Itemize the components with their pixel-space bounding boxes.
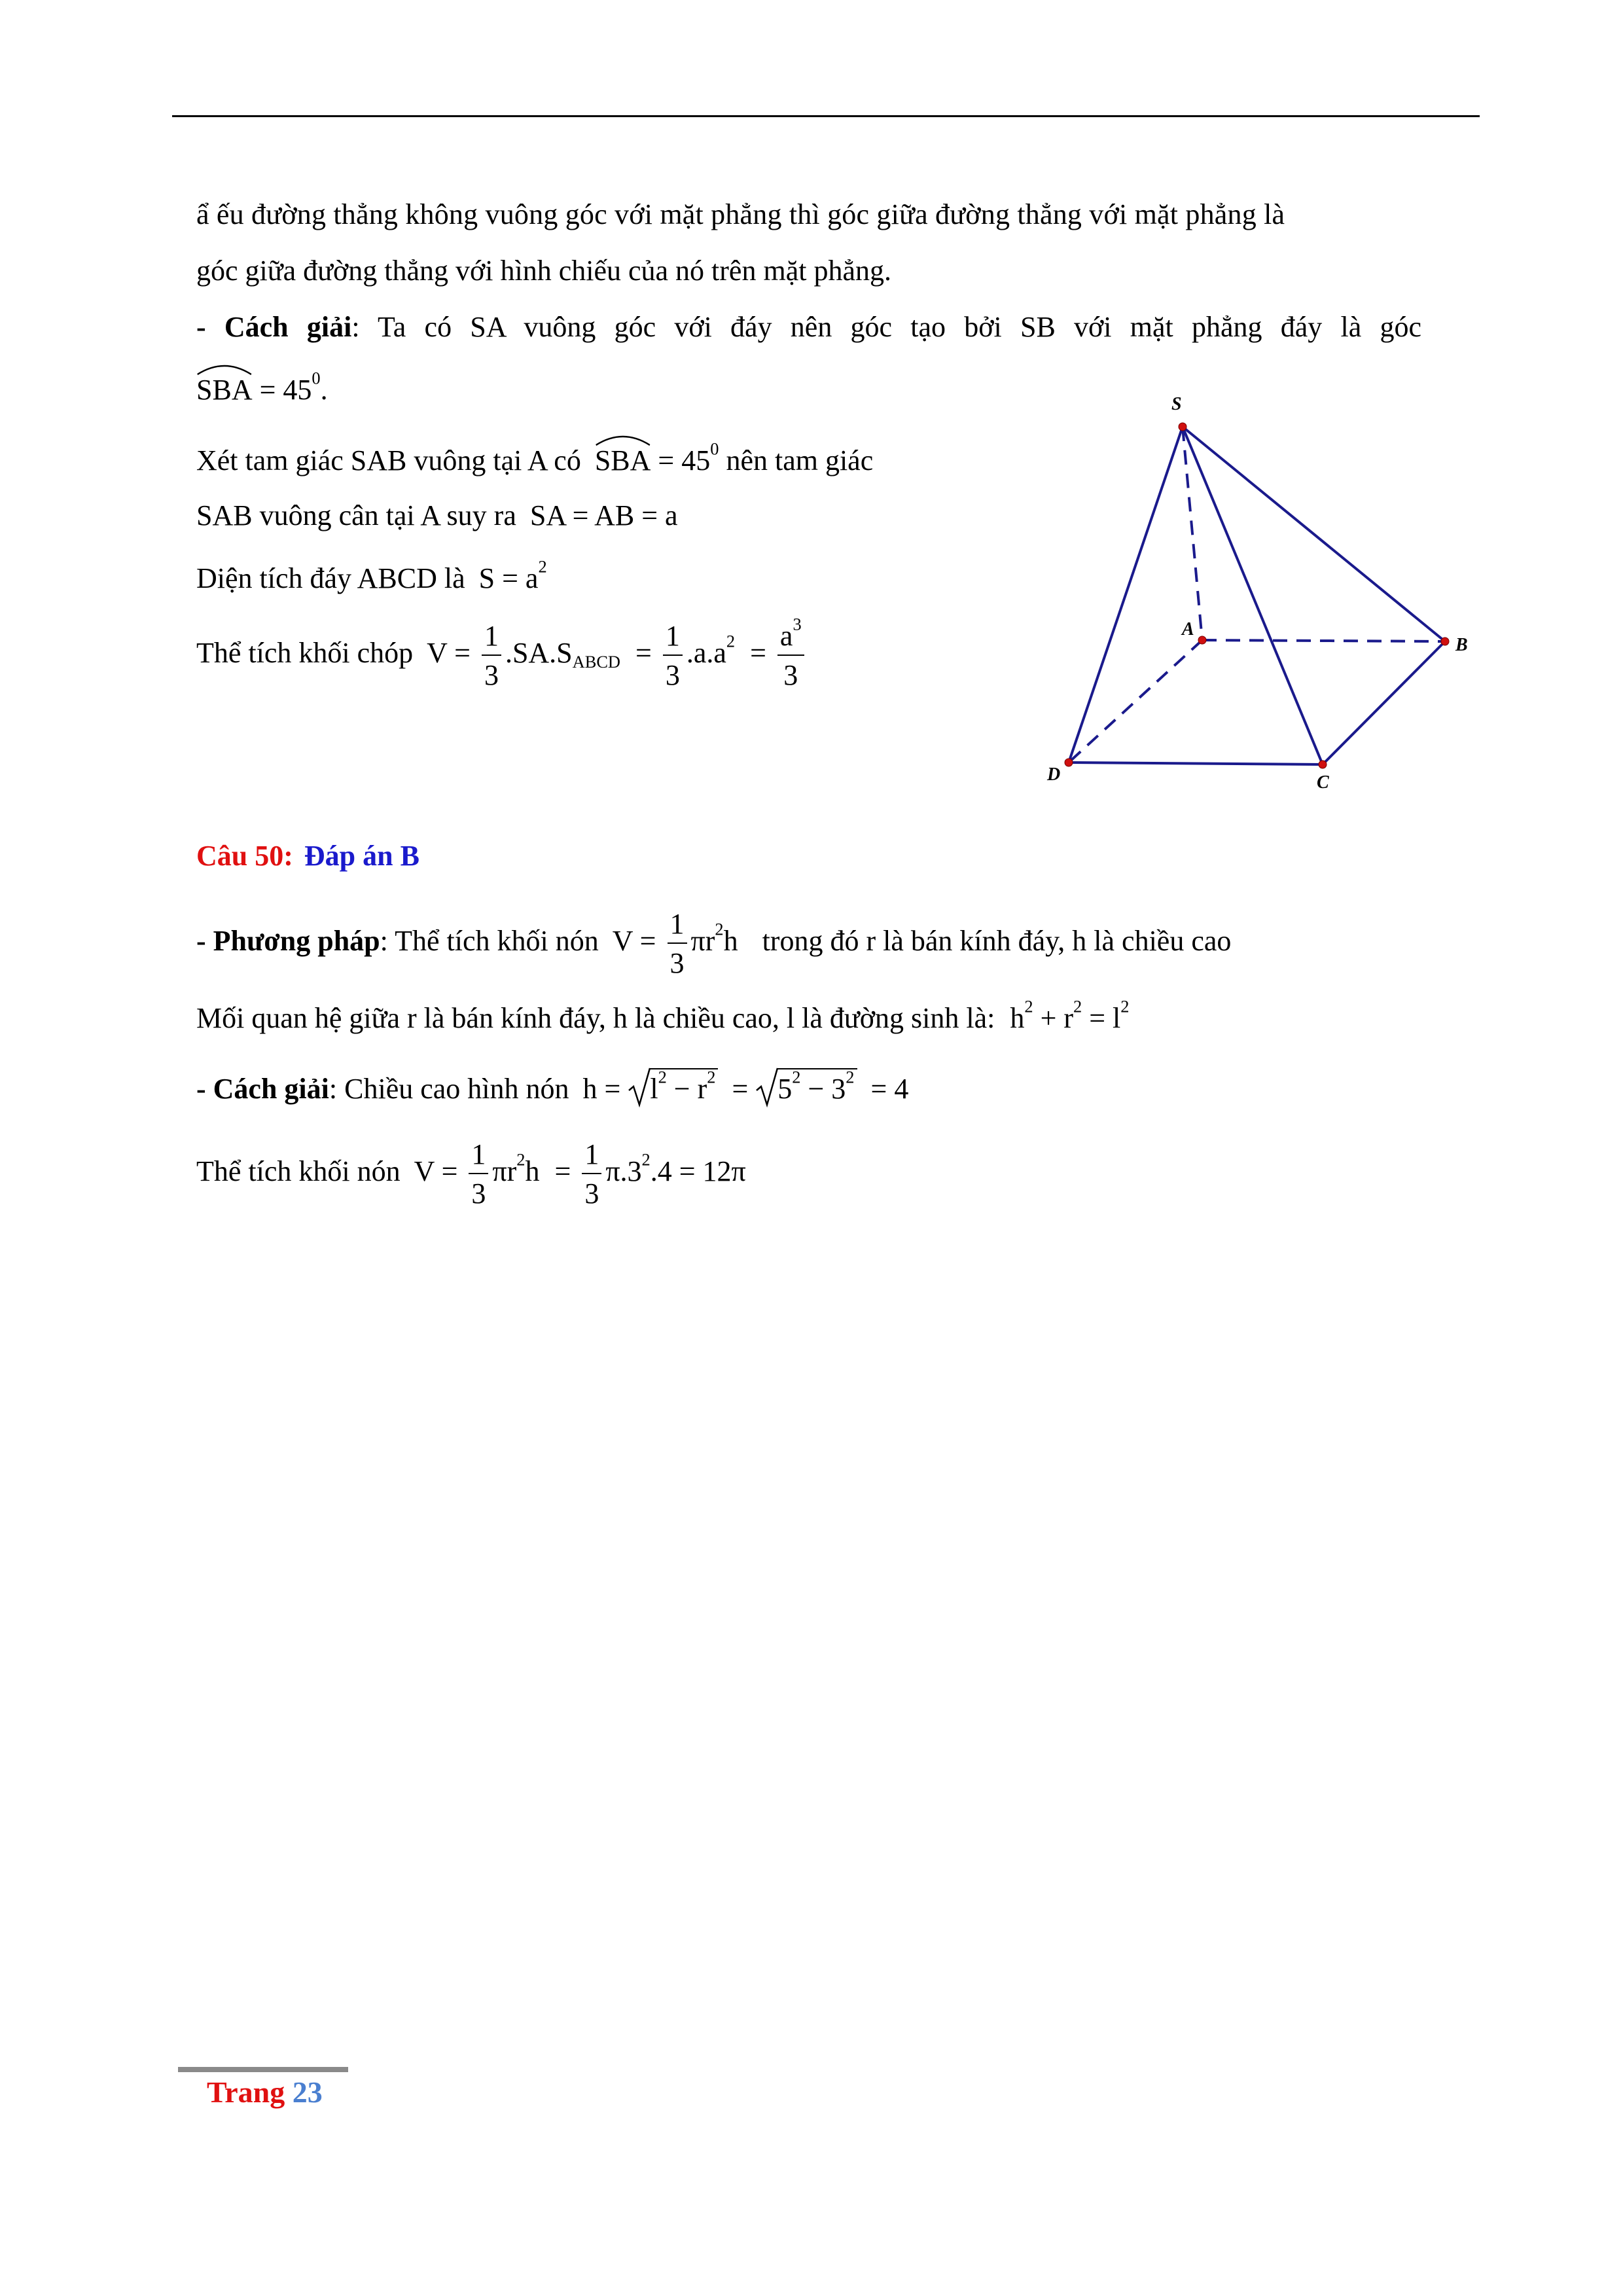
the-tich-line: Thể tích khối chóp V = $\frac{1}{3}$ $.SA.S_{ABCD}$ = $\frac{1}{3}$ $.a.a^2$ = $\frac{a^3}{3}$ bbox=[196, 622, 808, 690]
footer-rule bbox=[178, 2067, 348, 2072]
fraction-one-third: $\frac{1}{3}$ bbox=[482, 622, 501, 690]
edge-sb bbox=[1183, 427, 1445, 641]
angle-line: SBA = $45^0$. bbox=[196, 373, 328, 406]
angle-sba: SBA bbox=[196, 373, 253, 406]
moi-quan-he-line: Mối quan hệ giữa r là bán kính đáy, h là chiều cao, l là đường sinh là: $h^2 + r^2 = l^2$ bbox=[196, 996, 1130, 1034]
cach-giai-text: : Ta có SA vuông góc với đáy nên góc tạo bởi SB với mặt phẳng đáy là góc bbox=[351, 311, 1421, 343]
edge-dc bbox=[1069, 762, 1323, 764]
point-b bbox=[1441, 637, 1449, 645]
sqrt-l2-r2: $l^2 - r^2$ bbox=[628, 1072, 715, 1105]
header-rule bbox=[172, 115, 1480, 117]
label-a: A bbox=[1182, 619, 1194, 639]
label-b: B bbox=[1455, 635, 1468, 655]
cach-giai-line bbox=[196, 310, 1421, 344]
point-c bbox=[1319, 761, 1327, 768]
phuong-phap-line: - Phương pháp: Thể tích khối nón V = $\frac{1}{3}$ $\pi r^2h$ trong đó r là bán kính đáy, h là chiều cao bbox=[196, 908, 1232, 979]
fraction-one-third: $\frac{1}{3}$ bbox=[668, 910, 687, 978]
point-d bbox=[1065, 759, 1073, 766]
sqrt-52-32: $5^2 - 3^2$ bbox=[755, 1072, 854, 1105]
fraction-a3-over-3: $\frac{a^3}{3}$ bbox=[777, 622, 804, 690]
point-s bbox=[1179, 423, 1186, 431]
label-d: D bbox=[1047, 764, 1061, 785]
cau-50-heading: Câu 50: Đáp án B bbox=[196, 840, 419, 872]
edge-sc bbox=[1183, 427, 1323, 764]
edge-cb bbox=[1323, 641, 1445, 764]
dien-tich-line: Diện tích đáy ABCD là $S = a^2$ bbox=[196, 556, 547, 594]
paragraph-line-2 bbox=[196, 254, 891, 287]
page-number: Trang 23 bbox=[207, 2075, 323, 2109]
the-tich-non-line: Thể tích khối nón V = $\frac{1}{3}$ $\pi r^2h$ = $\frac{1}{3}$ $\pi.3^2.4 = 12\pi$ bbox=[196, 1138, 746, 1210]
cach-giai-label: - Cách giải bbox=[196, 311, 352, 343]
vuong-can-line: SAB vuông cân tại A suy ra SA = AB = a bbox=[196, 499, 678, 531]
point-a bbox=[1198, 636, 1206, 644]
edge-ab bbox=[1202, 640, 1445, 641]
angle-sba-2: SBA bbox=[595, 444, 651, 477]
paragraph-line-1 bbox=[196, 198, 1420, 231]
fraction-one-third: $\frac{1}{3}$ bbox=[582, 1140, 601, 1208]
fraction-one-third: $\frac{1}{3}$ bbox=[663, 622, 683, 690]
label-c: C bbox=[1317, 772, 1329, 793]
text-line: góc giữa đường thẳng với hình chiếu của nó trên mặt phẳng. bbox=[196, 255, 891, 287]
fraction-one-third: $\frac{1}{3}$ bbox=[469, 1140, 488, 1208]
xet-line: Xét tam giác SAB vuông tại A có SBA = $45^0$ nên tam giác bbox=[196, 444, 873, 477]
label-s: S bbox=[1171, 394, 1182, 414]
edge-sd bbox=[1069, 427, 1183, 762]
pyramid-figure bbox=[1021, 386, 1492, 818]
edge-sa bbox=[1183, 427, 1202, 640]
cach-giai-50-line: - Cách giải: Chiều cao hình nón h = $l^2 - r^2$ = $5^2 - 3^2 = 4$ bbox=[196, 1067, 909, 1105]
text-line: ẩ ếu đường thẳng không vuông góc với mặt phẳng thì góc giữa đường thẳng với mặt phẳng là bbox=[196, 198, 1285, 230]
